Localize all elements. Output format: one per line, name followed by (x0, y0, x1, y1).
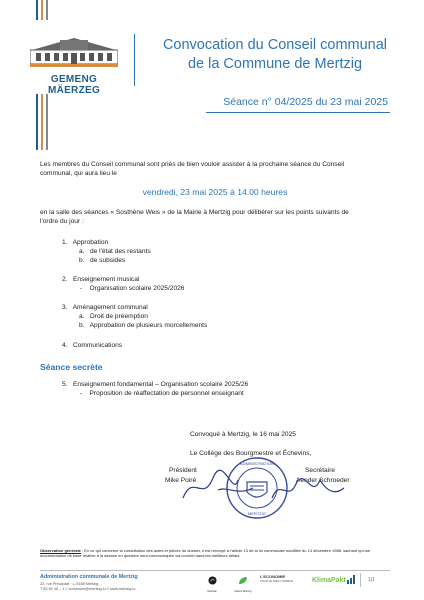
ecogood-label-1: L'ECONOMIE (260, 574, 286, 579)
footer-address: 22, rue Principale · L-9168 Mertzig (40, 582, 99, 586)
agenda-item-number: 3. (62, 304, 68, 311)
agenda-item-4 (62, 342, 122, 351)
secretary-title: Secrétaire (305, 467, 336, 474)
footer-divider (40, 570, 390, 571)
nature-label: Nature Mertzig (234, 590, 252, 593)
agenda-item-label: Enseignement fondamental – Organisation scolaire 2025/26 (73, 381, 249, 388)
agenda-subitem (80, 390, 244, 399)
subitem-mark: b. (79, 322, 85, 329)
page-number: 1|1 (368, 577, 375, 583)
college-line: Le Collège des Bourgmestre et Échevins, (190, 450, 312, 457)
intro-line-2: communal, qui aura lieu le (40, 170, 117, 177)
secretary-name: Aender Schroeder (296, 477, 350, 484)
subitem-text: Organisation scolaire 2025/2026 (89, 285, 185, 292)
subitem-mark: b. (79, 257, 85, 264)
subitem-text: Proposition de réaffectation de personnel enseignant (89, 390, 244, 397)
meeting-date: vendredi, 23 mai 2025 à 14.00 heures (142, 187, 288, 197)
subitem-mark: a. (79, 248, 85, 255)
logo-text: GEMENG MÄERZEG (47, 74, 101, 96)
agenda-item-label: Aménagement communal (72, 304, 148, 311)
secretary-signature (268, 470, 348, 510)
fairtrade-label: fairtrade (207, 590, 217, 593)
president-title: Président (169, 467, 197, 474)
agenda-subitem (79, 322, 207, 331)
subitem-text: de subsides (90, 257, 126, 264)
agenda-item-number: 1. (62, 239, 68, 246)
fairtrade-logo (205, 572, 219, 593)
agenda-item-2 (62, 276, 139, 285)
footer-organization: Administration communale de Mertzig (40, 574, 138, 580)
subitem-mark: - (80, 285, 83, 292)
agenda-item-label: Enseignement musical (73, 276, 140, 283)
subitem-text: Approbation de plusieurs morcellements (89, 322, 208, 329)
note-text: : En ce qui concerne la consultation des actes et pièces du dossier, il est renvoyé à l'article 13 de la loi communale modifiée du 13 décembre 1988, sachant qu'une documentation de base relative à la séance en question sera communiquée via courriel dans les meilleurs délais. (40, 548, 371, 559)
ecogood-logo (260, 574, 293, 583)
session-number: Séance n° 04/2025 du 23 mai 2025 (223, 96, 388, 108)
agenda-subitem (80, 285, 184, 294)
location-line-1: en la salle des séances « Sosthène Weis » de la Mairie à Mertzig pour délibérer sur les points suivants de (40, 209, 349, 216)
klimapakt-label: KlimaPakt (312, 577, 346, 584)
subitem-mark: a. (79, 313, 85, 320)
agenda-subitem (79, 257, 125, 266)
subitem-text: de l'état des restants (90, 248, 151, 255)
bar-chart-icon (347, 574, 357, 584)
location-line-2: l'ordre du jour : (40, 218, 84, 225)
klimapakt-logo (312, 574, 357, 584)
agenda-subitem (79, 248, 151, 257)
note-label: Observation générale (40, 548, 81, 553)
fairtrade-icon (208, 576, 217, 585)
title-line-1: Convocation du Conseil communal (162, 37, 388, 53)
secret-session-heading: Séance secrète (40, 362, 103, 372)
subitem-mark: - (80, 390, 83, 397)
agenda-item-5 (62, 381, 248, 390)
agenda-item-number: 4. (62, 342, 68, 349)
agenda-item-number: 5. (62, 381, 68, 388)
leaf-icon (238, 576, 248, 585)
agenda-subitem (79, 313, 148, 322)
convened-line: Convoqué à Mertzig, le 16 mai 2025 (190, 431, 296, 438)
footer-contact: T 83 82 48 – 1 // commune@mertzig.lu // www.mertzig.lu (40, 587, 136, 591)
nature-logo (232, 572, 254, 593)
president-name: Mike Poiré (165, 477, 197, 484)
svg-text:ADMINISTRATION: ADMINISTRATION (240, 461, 274, 466)
subitem-text: Droit de préemption (90, 313, 148, 320)
agenda-item-1 (62, 239, 108, 248)
president-signature (178, 468, 258, 508)
footer-page-divider (360, 573, 361, 587)
agenda-item-label: Communications (73, 342, 123, 349)
svg-text:MERTZIG: MERTZIG (248, 511, 266, 516)
intro-line-1: Les membres du Conseil communal sont priés de bien vouloir assister à la prochaine séance du Conseil (40, 161, 345, 168)
ecogood-label-2: POUR LE BIEN COMMUN (260, 579, 294, 583)
title-line-2: de la Commune de Mertzig (187, 56, 363, 72)
general-observation-note (40, 548, 396, 558)
agenda-item-label: Approbation (72, 239, 109, 246)
agenda-item-number: 2. (62, 276, 68, 283)
agenda-item-3 (62, 304, 148, 313)
